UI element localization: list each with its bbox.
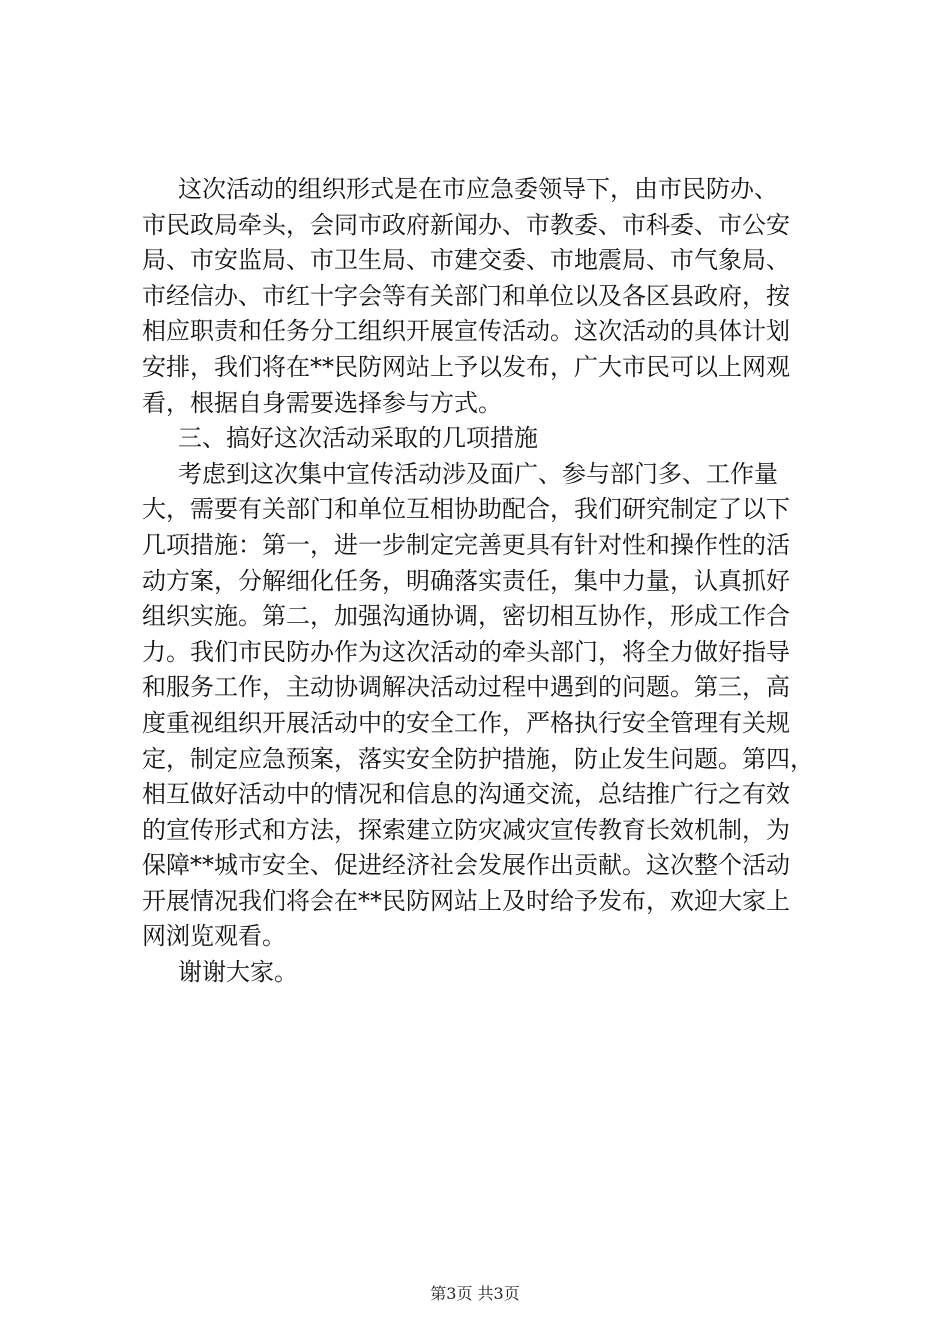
text-line: 市民政局牵头，会同市政府新闻办、市教委、市科委、市公安 (142, 210, 790, 239)
text-line: 力。我们市民防办作为这次活动的牵头部门，将全力做好指导 (142, 637, 790, 666)
text-line: 考虑到这次集中宣传活动涉及面广、参与部门多、工作量 (178, 459, 778, 488)
text-line: 和服务工作，主动协调解决活动过程中遇到的问题。第三，高 (142, 673, 790, 702)
text-line: 相互做好活动中的情况和信息的沟通交流，总结推广行之有效 (142, 780, 790, 809)
text-line: 这次活动的组织形式是在市应急委领导下，由市民防办、 (178, 175, 778, 203)
text-line: 相应职责和任务分工组织开展宣传活动。这次活动的具体计划 (142, 317, 790, 346)
text-line: 几项措施：第一，进一步制定完善更具有针对性和操作性的活 (142, 530, 790, 559)
document-body (142, 172, 842, 991)
text-line: 看，根据自身需要选择参与方式。 (142, 388, 502, 417)
text-line: 大，需要有关部门和单位互相协助配合，我们研究制定了以下 (142, 495, 790, 524)
text-line: 组织实施。第二，加强沟通协调，密切相互协作，形成工作合 (142, 602, 790, 631)
text-line: 保障**城市安全、促进经济社会发展作出贡献。这次整个活动 (142, 851, 790, 880)
text-line: 动方案，分解细化任务，明确落实责任，集中力量，认真抓好 (142, 566, 790, 595)
text-line: 局、市安监局、市卫生局、市建交委、市地震局、市气象局、 (142, 246, 790, 275)
text-line: 市经信办、市红十字会等有关部门和单位以及各区县政府，按 (142, 281, 790, 310)
text-line: 定，制定应急预案，落实安全防护措施，防止发生问题。第四， (142, 744, 814, 773)
text-line: 开展情况我们将会在**民防网站上及时给予发布，欢迎大家上 (142, 886, 790, 915)
text-line: 的宣传形式和方法，探索建立防灾减灾宣传教育长效机制，为 (142, 815, 790, 844)
text-line: 安排，我们将在**民防网站上予以发布，广大市民可以上网观 (142, 352, 790, 381)
page-footer: 第3页 共3页 (430, 1284, 520, 1303)
text-line: 谢谢大家。 (178, 958, 298, 987)
text-line: 度重视组织开展活动中的安全工作，严格执行安全管理有关规 (142, 708, 790, 737)
text-line: 三、搞好这次活动采取的几项措施 (178, 424, 538, 453)
text-line: 网浏览观看。 (142, 922, 286, 951)
